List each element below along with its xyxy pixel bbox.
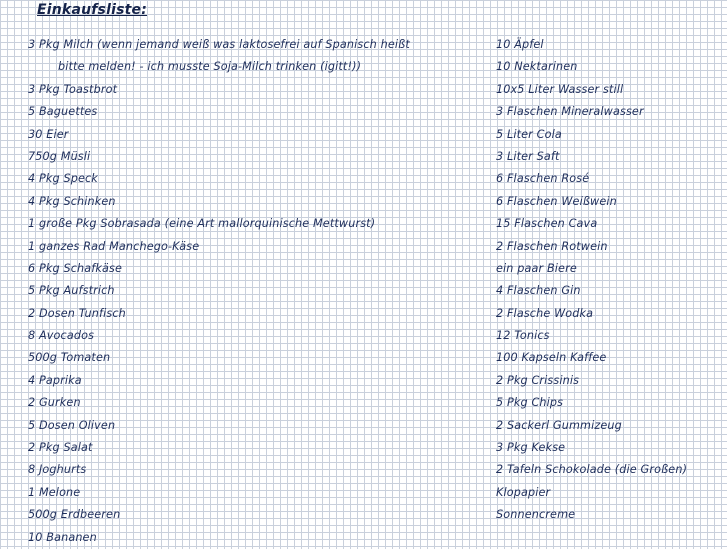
- list-item: 2 Sackerl Gummizeug: [496, 418, 622, 432]
- list-item: 2 Flasche Wodka: [496, 306, 594, 320]
- list-item: 10x5 Liter Wasser still: [496, 82, 624, 96]
- list-item: 8 Avocados: [28, 329, 95, 343]
- list-item: 6 Flaschen Weißwein: [496, 194, 617, 208]
- list-item: 10 Äpfel: [496, 38, 544, 51]
- list-item: 30 Eier: [28, 127, 69, 141]
- list-item-continuation: bitte melden! - ich musste Soja-Milch trinken (igitt!)): [58, 60, 362, 74]
- list-item: 4 Pkg Speck: [28, 172, 98, 186]
- list-item: 3 Liter Saft: [496, 149, 560, 163]
- list-item: 4 Paprika: [28, 373, 82, 387]
- shopping-list-left-column: [28, 34, 478, 549]
- list-item: 750g Müsli: [28, 149, 91, 163]
- list-item-text: 3 Pkg Milch (wenn jemand weiß was laktosefrei auf Spanisch heißt: [28, 38, 410, 51]
- list-item: 3 Pkg Toastbrot: [28, 82, 118, 96]
- list-item: 1 ganzes Rad Manchego-Käse: [28, 239, 200, 253]
- list-item: 15 Flaschen Cava: [496, 217, 598, 231]
- list-item: 500g Tomaten: [28, 351, 111, 365]
- list-item: 6 Pkg Schafkäse: [28, 261, 122, 275]
- list-item: 2 Gurken: [28, 396, 81, 410]
- list-item: 100 Kapseln Kaffee: [496, 351, 607, 365]
- page-title: Einkaufsliste:: [37, 2, 147, 18]
- list-item: 3 Flaschen Mineralwasser: [496, 105, 644, 119]
- list-item: 2 Flaschen Rotwein: [496, 239, 608, 253]
- list-item: 2 Dosen Tunfisch: [28, 306, 126, 320]
- list-item: 12 Tonics: [496, 329, 550, 343]
- list-item: 6 Flaschen Rosé: [496, 172, 590, 186]
- list-item: 2 Tafeln Schokolade (die Großen): [496, 463, 688, 477]
- list-item: 5 Baguettes: [28, 105, 98, 119]
- list-item: 5 Dosen Oliven: [28, 418, 116, 432]
- list-item: 2 Pkg Crissinis: [496, 373, 580, 387]
- list-item: [28, 34, 478, 79]
- list-item: ein paar Biere: [496, 261, 577, 275]
- list-item: 4 Pkg Schinken: [28, 194, 116, 208]
- list-item: 2 Pkg Salat: [28, 441, 93, 455]
- list-item: Klopapier: [496, 485, 551, 499]
- list-item: 4 Flaschen Gin: [496, 284, 581, 298]
- list-item: Sonnencreme: [496, 508, 576, 522]
- list-item: 1 große Pkg Sobrasada (eine Art mallorquinische Mettwurst): [28, 217, 376, 231]
- list-item: 5 Pkg Aufstrich: [28, 284, 115, 298]
- list-item: 1 Melone: [28, 485, 81, 499]
- list-item: 500g Erdbeeren: [28, 508, 121, 522]
- list-item: 5 Pkg Chips: [496, 396, 564, 410]
- list-item: 5 Liter Cola: [496, 127, 562, 141]
- list-item: 3 Pkg Kekse: [496, 441, 566, 455]
- shopping-list-right-column: [496, 34, 724, 527]
- list-item: 10 Nektarinen: [496, 60, 578, 74]
- list-item: 10 Bananen: [28, 530, 97, 544]
- list-item: 8 Joghurts: [28, 463, 87, 477]
